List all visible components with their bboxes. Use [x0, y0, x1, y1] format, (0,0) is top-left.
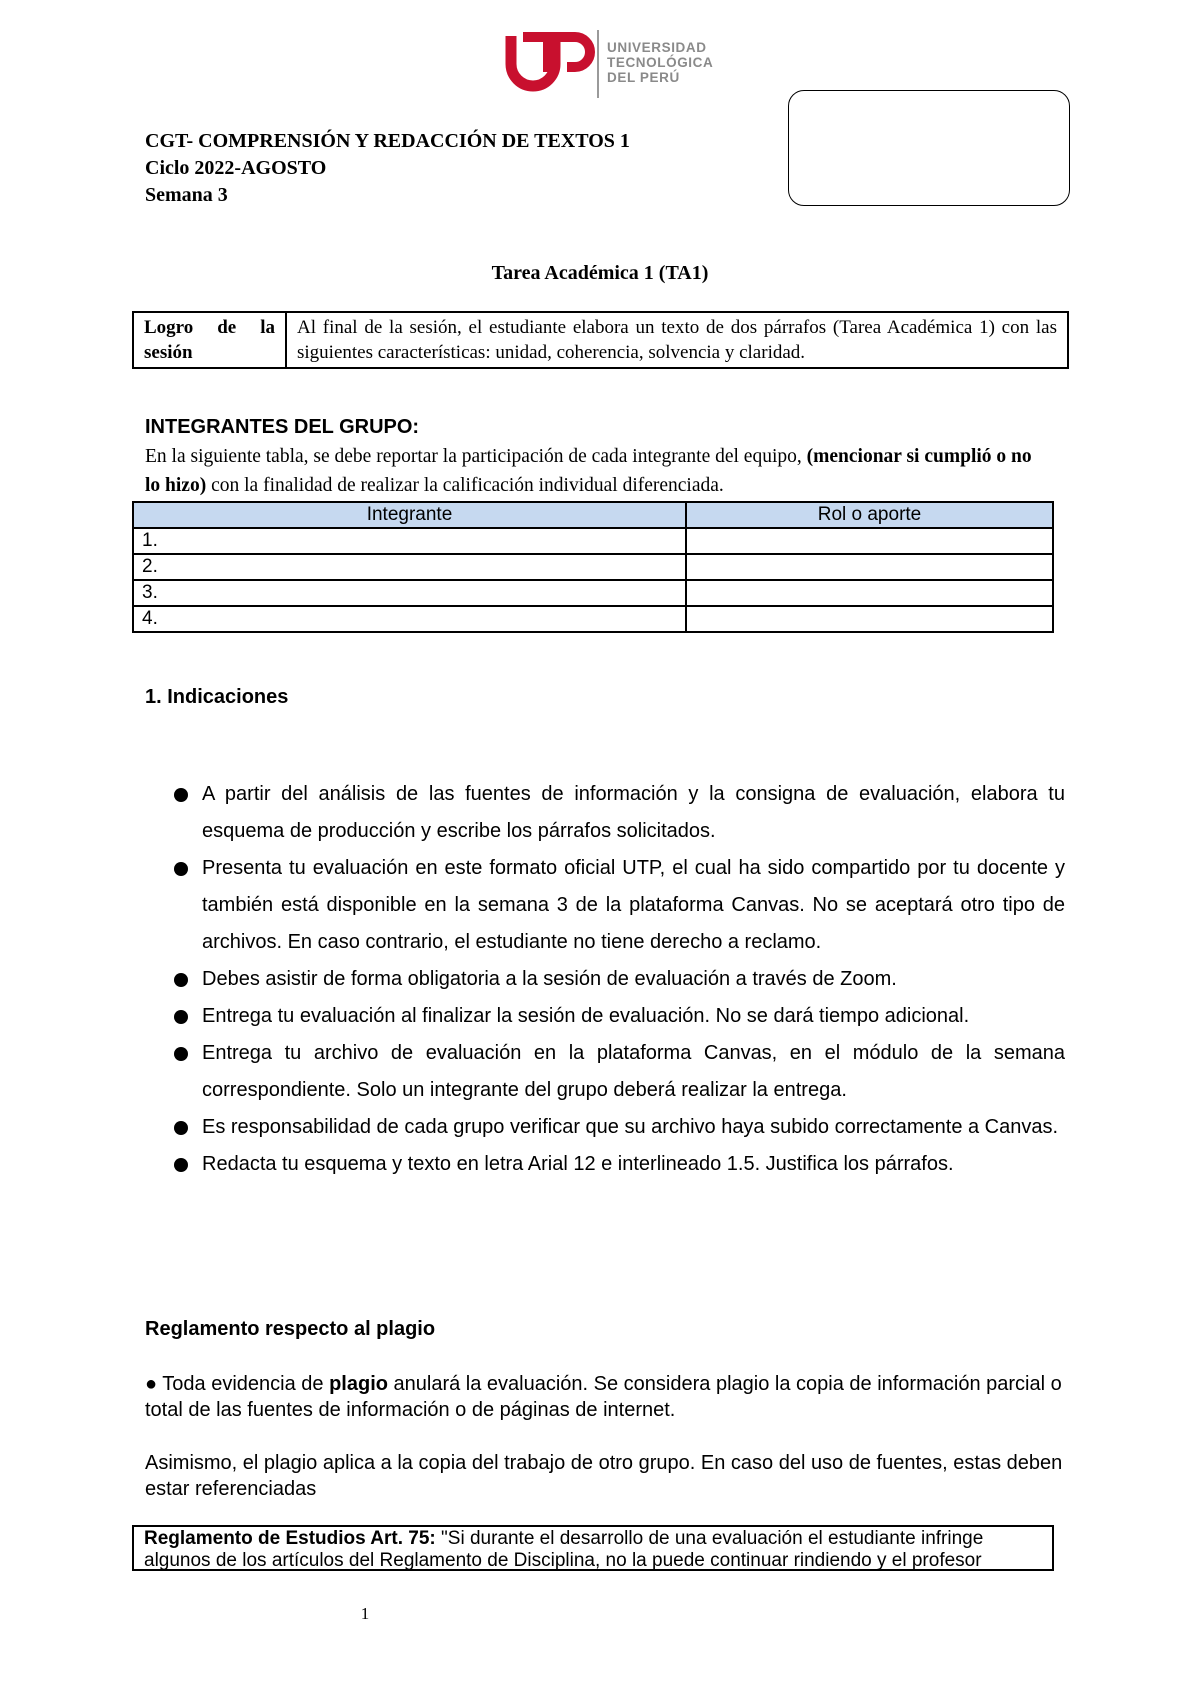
members-table [132, 501, 1054, 633]
role-cell[interactable] [686, 580, 1053, 606]
cycle-label: Ciclo 2022-AGOSTO [145, 157, 327, 179]
logo-line-3: DEL PERÚ [607, 70, 680, 85]
header-integrante: Integrante [133, 502, 686, 528]
group-intro-normal: En la siguiente tabla, se debe reportar la participación de cada integrante del equipo, [145, 446, 807, 467]
university-name [607, 40, 713, 85]
instruction-text: Entrega tu archivo de evaluación en la plataforma Canvas, en el módulo de la semana correspondiente. Solo un integrante del grupo deberá realizar la entrega. [202, 1042, 1065, 1101]
member-cell[interactable]: 3. [133, 580, 686, 606]
reglamento-text: "Si durante el desarrollo de una evaluación el estudiante infringe algunos de los artículos del Reglamento de Disciplina, no la puede continuar rindiendo y el profesor [144, 1528, 984, 1571]
group-heading: INTEGRANTES DEL GRUPO: [145, 416, 420, 438]
document-header [145, 128, 630, 209]
bullet-icon [174, 1121, 188, 1135]
table-row [133, 554, 1053, 580]
achievement-text: Al final de la sesión, el estudiante elabora un texto de dos párrafos (Tarea Académica 1) con las siguientes características: unidad, coherencia, solvencia y claridad. [286, 312, 1068, 368]
indicaciones-heading: 1. Indicaciones [145, 686, 289, 708]
plagio-heading: Reglamento respecto al plagio [145, 1318, 436, 1340]
table-row [133, 528, 1053, 554]
member-cell[interactable]: 2. [133, 554, 686, 580]
instruction-text: Redacta tu esquema y texto en letra Arial 12 e interlineado 1.5. Justifica los párrafos. [202, 1153, 954, 1175]
plagio-paragraph-1 [145, 1371, 1065, 1423]
instruction-text: Presenta tu evaluación en este formato oficial UTP, el cual ha sido compartido por tu docente y también está disponible en la semana 3 de la plataforma Canvas. No se aceptará otro tipo de archivos. En caso contrario, el estudiante no tiene derecho a reclamo. [202, 857, 1065, 953]
members-header-row [133, 502, 1053, 528]
plagio-p1-end: anulará la evaluación. Se considera plagio la copia de información parcial o total de las fuentes de información o de páginas de internet. [145, 1373, 1062, 1421]
list-item [170, 961, 1065, 998]
reglamento-label: Reglamento de Estudios Art. 75: [144, 1528, 436, 1549]
role-cell[interactable] [686, 554, 1053, 580]
header-rol: Rol o aporte [686, 502, 1053, 528]
list-item [170, 850, 1065, 961]
table-row [133, 606, 1053, 632]
instruction-text: Entrega tu evaluación al finalizar la sesión de evaluación. No se dará tiempo adicional. [202, 1005, 970, 1027]
instructions-list [170, 776, 1065, 1183]
bullet-icon [174, 862, 188, 876]
group-intro-end: con la finalidad de realizar la calificación individual diferenciada. [206, 475, 724, 496]
plagio-paragraph-2: Asimismo, el plagio aplica a la copia del trabajo de otro grupo. En caso del uso de fuentes, estas deben estar referenciadas [145, 1452, 1063, 1500]
list-item [170, 1146, 1065, 1183]
group-intro [145, 442, 1045, 500]
list-item [170, 1109, 1065, 1146]
bullet-icon [174, 1010, 188, 1024]
instruction-text: Es responsabilidad de cada grupo verificar que su archivo haya subido correctamente a Canvas. [202, 1116, 1059, 1138]
instruction-text: Debes asistir de forma obligatoria a la sesión de evaluación a través de Zoom. [202, 968, 897, 990]
list-item [170, 1035, 1065, 1109]
instruction-text: A partir del análisis de las fuentes de información y la consigna de evaluación, elabora tu esquema de producción y escribe los párrafos solicitados. [202, 783, 1065, 842]
grade-box [788, 90, 1070, 206]
member-cell[interactable]: 1. [133, 528, 686, 554]
logo-line-1: UNIVERSIDAD [607, 40, 707, 55]
role-cell[interactable] [686, 528, 1053, 554]
list-item [170, 998, 1065, 1035]
page-number: 1 [360, 1604, 370, 1623]
task-title: Tarea Académica 1 (TA1) [491, 262, 709, 284]
bullet-icon [174, 973, 188, 987]
bullet-icon [174, 1047, 188, 1061]
achievement-label: Logro de la sesión [133, 312, 286, 368]
group-intro-bold: (mencionar si cumplió o no lo hizo) [145, 446, 1032, 496]
role-cell[interactable] [686, 606, 1053, 632]
member-cell[interactable]: 4. [133, 606, 686, 632]
bullet-icon [174, 1158, 188, 1172]
table-row [133, 580, 1053, 606]
course-title: CGT- COMPRENSIÓN Y REDACCIÓN DE TEXTOS 1 [145, 130, 630, 152]
plagio-bullet: ● [145, 1373, 158, 1395]
achievement-table [132, 311, 1069, 369]
plagio-p1-bold: plagio [329, 1373, 388, 1395]
reglamento-box [132, 1525, 1054, 1571]
bullet-icon [174, 788, 188, 802]
week-label: Semana 3 [145, 184, 228, 206]
list-item [170, 776, 1065, 850]
logo-line-2: TECNOLÓGICA [607, 55, 714, 70]
plagio-p1-start: Toda evidencia de [157, 1373, 330, 1395]
